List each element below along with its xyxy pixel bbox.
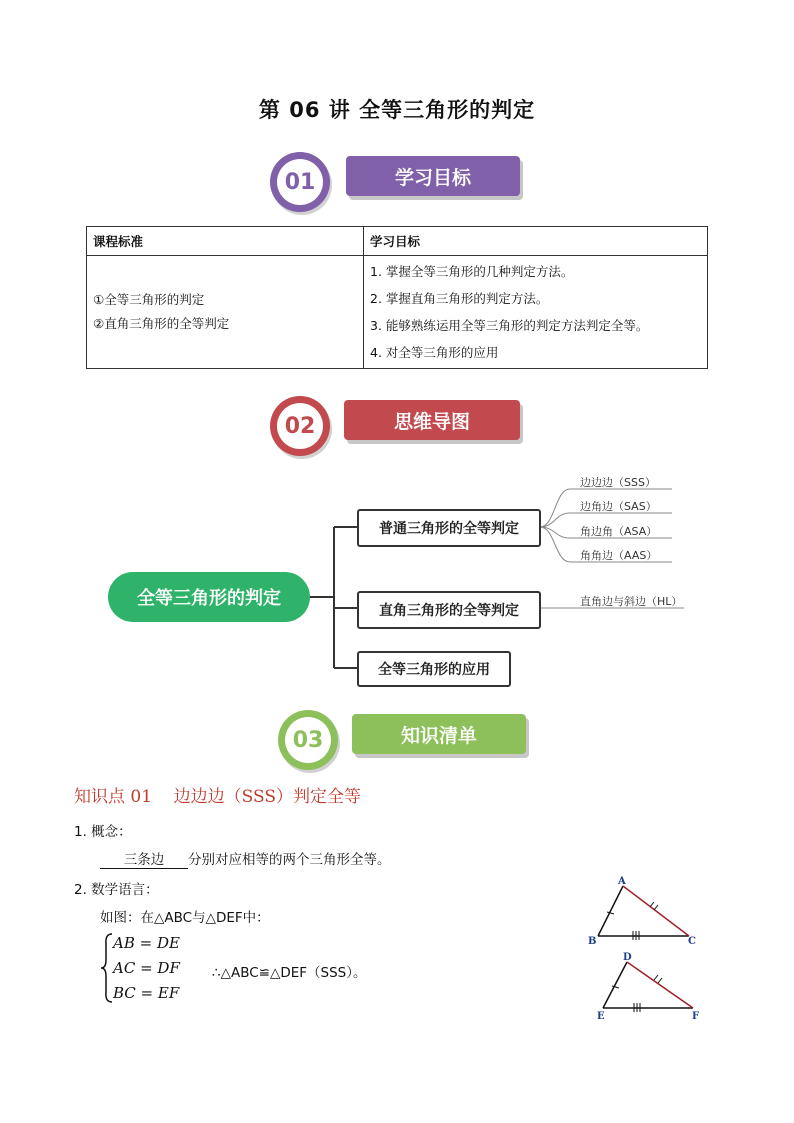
label-e: E <box>597 1011 605 1022</box>
label-b: B <box>588 936 597 947</box>
label-d: D <box>623 952 632 963</box>
mindmap-branch-application: 全等三角形的应用 <box>357 651 511 687</box>
section-number-circle <box>270 152 330 212</box>
mindmap-leaf-sas: 边角边（SAS） <box>580 500 657 513</box>
section-label: 学习目标 <box>346 156 520 196</box>
header-standards: 课程标准 <box>87 227 364 256</box>
table-row <box>87 256 708 369</box>
section-number: 02 <box>284 413 316 439</box>
concept-line <box>100 848 391 869</box>
objectives-cell <box>364 256 708 369</box>
mindmap-branch-right: 直角三角形的全等判定 <box>357 591 541 629</box>
equation-bc-ef: BC = EF <box>113 984 180 1002</box>
section-number-circle <box>278 710 338 770</box>
math-heading: 2. 数学语言： <box>74 882 159 898</box>
section-badge-02 <box>270 394 530 460</box>
table-header-row <box>87 227 708 256</box>
section-label: 思维导图 <box>344 400 520 440</box>
mindmap-leaf-sss: 边边边（SSS） <box>580 476 656 489</box>
list-item: 1. 掌握全等三角形的几种判定方法。 <box>370 264 574 279</box>
section-number-circle <box>270 396 330 456</box>
label-f: F <box>692 1011 700 1022</box>
conclusion: ∴△ABC≌△DEF（SSS）。 <box>212 965 367 981</box>
mindmap-leaf-aas: 角角边（AAS） <box>580 549 658 562</box>
mindmap-root: 全等三角形的判定 <box>108 572 310 622</box>
list-item: 4. 对全等三角形的应用 <box>370 345 499 360</box>
page-title: 第 06 讲 全等三角形的判定 <box>258 98 536 122</box>
knowledge-point-title: 知识点 01 边边边（SSS）判定全等 <box>74 787 361 807</box>
mindmap-leaf-hl: 直角边与斜边（HL） <box>580 595 683 608</box>
congruent-triangles-figure <box>586 872 710 1024</box>
section-number: 01 <box>284 169 316 195</box>
concept-blank: 三条边 <box>100 848 188 869</box>
list-item: 3. 能够熟练运用全等三角形的判定方法判定全等。 <box>370 318 649 333</box>
goals-table <box>86 226 708 369</box>
list-item: ②直角三角形的全等判定 <box>93 316 230 331</box>
list-item: ①全等三角形的判定 <box>93 292 205 307</box>
equation-ab-de: AB = DE <box>113 934 180 952</box>
mindmap-branch-general: 普通三角形的全等判定 <box>357 509 541 547</box>
concept-heading: 1. 概念： <box>74 824 132 840</box>
section-badge-03 <box>278 708 538 774</box>
section-number: 03 <box>292 727 324 753</box>
concept-rest: 分别对应相等的两个三角形全等。 <box>188 852 391 868</box>
header-objectives: 学习目标 <box>364 227 708 256</box>
section-label: 知识清单 <box>352 714 526 754</box>
label-c: C <box>688 936 696 947</box>
label-a: A <box>618 876 626 887</box>
brace-icon <box>100 932 114 1004</box>
mindmap-leaf-asa: 角边角（ASA） <box>580 525 658 538</box>
equation-ac-df: AC = DF <box>113 959 180 977</box>
section-badge-01 <box>270 150 530 216</box>
list-item: 2. 掌握直角三角形的判定方法。 <box>370 291 549 306</box>
standards-cell <box>87 256 364 369</box>
figure-intro: 如图：在△ABC与△DEF中： <box>100 910 270 926</box>
